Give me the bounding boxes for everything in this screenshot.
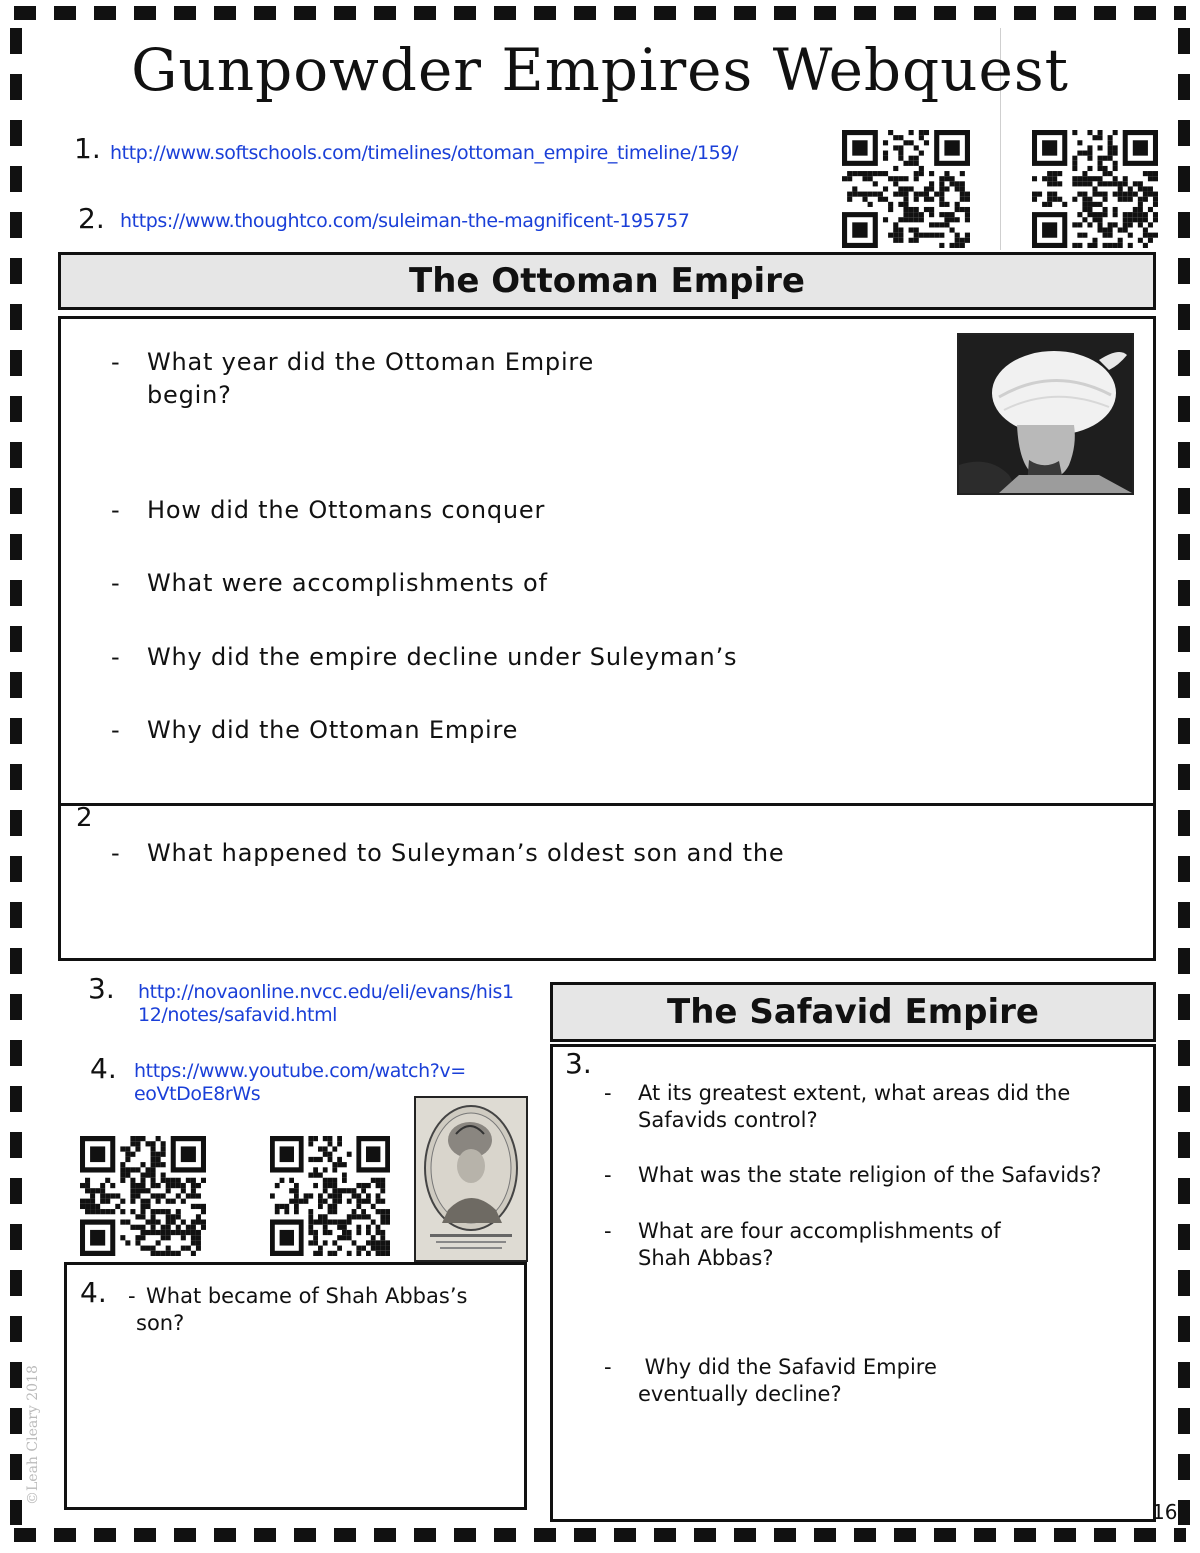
page-title: Gunpowder Empires Webquest: [131, 36, 1069, 104]
safavid-question-2: [604, 1162, 1102, 1189]
border-left: [10, 28, 22, 1525]
copyright-notice: ©Leah Cleary 2018: [25, 1365, 41, 1505]
qr-code-icon[interactable]: [270, 1136, 390, 1256]
link-3-url-line2[interactable]: 12/notes/safavid.html: [138, 1004, 338, 1026]
question-text: Why did the empire decline under Suleyman’s: [147, 643, 738, 671]
link-1-url[interactable]: http://www.softschools.com/timelines/ottoman_empire_timeline/159/: [110, 142, 739, 164]
bullet-dash: -: [111, 348, 121, 376]
question-text: What are four accomplishments of: [638, 1219, 1001, 1243]
link-2-number: 2.: [78, 202, 105, 235]
link-2-url[interactable]: https://www.thoughtco.com/suleiman-the-magnificent-195757: [120, 210, 690, 232]
bullet-dash: -: [111, 569, 121, 597]
section-2-number: 2: [76, 803, 93, 833]
link-1-number: 1.: [74, 132, 101, 165]
question-text: What year did the Ottoman Empire: [147, 348, 595, 376]
question-text: How did the Ottomans conquer: [147, 496, 546, 524]
safavid-number: 3.: [565, 1047, 592, 1080]
question-4-text: [128, 1283, 468, 1337]
question-text: What was the state religion of the Safavids?: [638, 1163, 1102, 1187]
link-4-number: 4.: [90, 1052, 117, 1085]
page-number: 16: [1152, 1500, 1178, 1524]
qr-code-icon[interactable]: [80, 1136, 206, 1256]
bullet-dash: -: [111, 643, 121, 671]
bullet-dash: -: [604, 1163, 612, 1187]
border-top: [14, 6, 1186, 20]
link-4-url-line2[interactable]: eoVtDoE8rWs: [134, 1083, 261, 1105]
ottoman-heading: The Ottoman Empire: [58, 252, 1156, 310]
question-text: Shah Abbas?: [638, 1246, 774, 1270]
section-2-box: [58, 803, 1156, 961]
link-4-url-line1[interactable]: https://www.youtube.com/watch?v=: [134, 1060, 466, 1082]
qr-code-icon[interactable]: [1032, 130, 1158, 248]
section-2-question: [111, 837, 785, 870]
question-text: eventually decline?: [638, 1382, 842, 1406]
question-text: What became of Shah Abbas’s: [146, 1284, 468, 1308]
question-text: Safavids control?: [638, 1108, 818, 1132]
link-3-number: 3.: [88, 972, 115, 1005]
bullet-dash: -: [604, 1355, 612, 1379]
question-text: son?: [136, 1311, 185, 1335]
question-text: At its greatest extent, what areas did the: [638, 1081, 1071, 1105]
question-text: What happened to Suleyman’s oldest son and the: [147, 839, 785, 867]
bullet-dash: -: [111, 496, 121, 524]
safavid-question-4: [604, 1354, 937, 1408]
question-text: Why did the Ottoman Empire: [147, 716, 519, 744]
bullet-dash: -: [604, 1219, 612, 1243]
bullet-dash: -: [111, 839, 121, 867]
question-text: Why did the Safavid Empire: [638, 1355, 937, 1379]
border-bottom: [14, 1528, 1186, 1542]
safavid-question-3: [604, 1218, 1001, 1272]
question-4-number: 4.: [80, 1276, 107, 1309]
bullet-dash: -: [128, 1284, 136, 1308]
link-3-url-line1[interactable]: http://novaonline.nvcc.edu/eli/evans/his1: [138, 981, 514, 1003]
shah-abbas-engraving: [414, 1096, 528, 1262]
qr-code-icon[interactable]: [842, 130, 970, 248]
ottoman-question-5: [111, 714, 519, 747]
suleiman-portrait: [957, 333, 1134, 495]
ottoman-question-3: [111, 567, 548, 600]
link-3-url[interactable]: [138, 981, 514, 1027]
bullet-dash: -: [604, 1081, 612, 1105]
bullet-dash: -: [111, 716, 121, 744]
border-right: [1178, 28, 1190, 1525]
safavid-heading: The Safavid Empire: [550, 982, 1156, 1042]
question-text: What were accomplishments of: [147, 569, 548, 597]
safavid-question-1: [604, 1080, 1071, 1134]
ottoman-question-1: [111, 346, 595, 412]
ottoman-question-4: [111, 641, 738, 674]
question-text: begin?: [147, 381, 232, 409]
ottoman-question-2: [111, 494, 546, 527]
